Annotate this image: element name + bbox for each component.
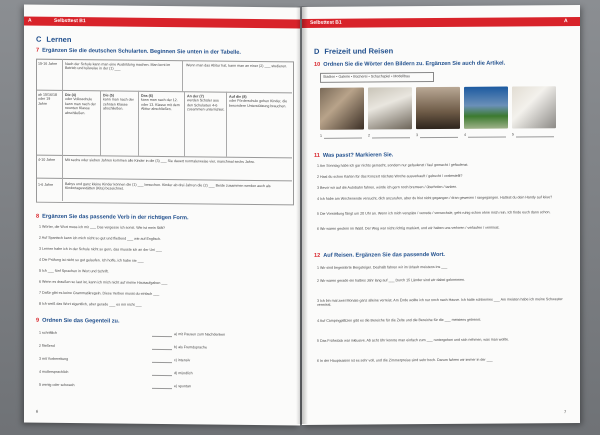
right-page xyxy=(302,5,580,425)
header-title: Selbsttest B1 xyxy=(310,19,342,26)
table-cell-studium: Wenn man das Abitur hat, kann man an einer (2) ___ studieren. xyxy=(186,63,288,69)
photo-label: 3 xyxy=(416,133,418,138)
exercise-8-item: 7 Dafür gibt es keine Grammatikregeln. Diese Verben musst du einfach ___ xyxy=(39,290,160,296)
exercise-9-right-item: a) mit Pausen zum Nachdenken xyxy=(174,332,226,337)
exercise-9-left-item: 3 mit Vorbereitung xyxy=(39,356,69,362)
exercise-8-item: 5 Ich ___ fünf Sprachen in Wort und Schrift. xyxy=(39,268,109,274)
photo-gallery xyxy=(512,86,556,128)
exercise-9-left-item: 4 muttersprachlich xyxy=(39,369,69,375)
table-cell-school: An der (7) werden Schüler aus den Schularten 4-6 zusammen unterrichtet. xyxy=(187,94,225,112)
exercise-11-item: 6 Wir waren gestern im Wald. Der Weg war nicht richtig markiert, und wir haben uns verloren / verlaufen / vermisst. xyxy=(317,225,500,231)
word-box-text: Stadion • Galerie • Bücherei • Schachspiel • Modellbau xyxy=(323,74,410,79)
table-cell-school: Das (6) kann man nach der 12. oder 13. Klasse mit dem Abitur abschließen. xyxy=(141,93,180,112)
table-cell-grundschule: Mit sechs oder sieben Jahren kommen alle Kinder in die (3) ___ Sie dauert normalerweise vier, manchmal sechs Jahre. xyxy=(65,157,255,164)
exercise-11-item: 4 Ich habe am Wochenende versucht, dich anzurufen, aber du bist nicht gegangen / dran gewesen / rangegangen. Hattest du dein Handy auf leise? xyxy=(317,195,553,201)
exercise-8-item: 2 Auf Spanisch kann ich mich nicht so gut und fließend ___ wie auf Englisch. xyxy=(39,235,162,241)
exercise-9-right-item: d) mündlich xyxy=(174,371,193,376)
photo-stadium xyxy=(464,87,508,129)
photo-label: 1 xyxy=(320,133,322,138)
header-title: Selbsttest B1 xyxy=(54,17,86,25)
header-letter: A xyxy=(564,18,568,25)
age-cell: ab 15/16/18 oder 19 Jahre xyxy=(38,92,57,106)
exercise-12-item: 4 Auf Campingplätzen gibt es die Bereiche für die Zelte und die Bereiche für die ___ meistens getrennt. xyxy=(317,317,482,323)
exercise-8-item: 6 Wenn es draußen so laut ist, kann ich mich nicht auf meine Hausaufgaben ___ xyxy=(39,279,168,286)
photo-model-building xyxy=(320,88,364,130)
exercise-12-item: 6 In der Hauptsaison ist es sehr voll, und die Zimmerpreise sind sehr hoch. Darum fahren wir immer in der ___ xyxy=(317,357,493,363)
photo-label: 5 xyxy=(512,132,514,137)
page-number: 6 xyxy=(36,408,39,414)
table-cell-kita: Babys und ganz kleine Kinder können die (1) ___ besuchen. Kinder ab drei Jahren die (2) ___ Beide zusammen werden auch als Kindertagesstätten (Kita) bezeichnet. xyxy=(65,181,271,192)
photo-label: 4 xyxy=(464,132,466,137)
open-workbook xyxy=(24,6,580,424)
exercise-12-title: 12 Auf Reisen. Ergänzen Sie das passende Wort. xyxy=(314,251,445,259)
exercise-9-title: 9 Ordnen Sie das Gegenteil zu. xyxy=(36,317,120,325)
exercise-7-title: 7 Ergänzen Sie die deutschen Schularten. Beginnen Sie unten in der Tabelle. xyxy=(36,47,241,56)
exercise-8-item: 1 Wörter, die Wort muss ich mir ___ Das vergesse ich sonst. Wie ist mein Stift? xyxy=(39,224,165,231)
exercise-11-item: 3 Bevor wir auf die Autobahn fahren, würde ich gern noch bremsen / überholen / tanken. xyxy=(317,184,458,190)
exercise-8-item: 8 Ich weiß das Wort eigentlich, aber gerade ___ es mir nicht ___ xyxy=(39,301,142,307)
age-cell: 4-10 Jahre xyxy=(38,157,56,162)
exercise-9-left-item: 2 fließend xyxy=(39,343,55,348)
photo-label: 2 xyxy=(368,133,370,138)
exercise-9-right-item: c) intensiv xyxy=(174,358,191,363)
table-cell-school: Die (4) oder Volksschule kann man nach der neunten Klasse abschließen. xyxy=(65,92,96,115)
exercise-11-item: 2 Hast du schon Karten für das Konzert nächste Woche ausverkauft / gebucht / vorbestellt? xyxy=(317,173,463,179)
table-cell-ausbildung: Nach der Schule kann man eine Ausbildung machen. Man lernt im Betrieb und teilweise in der (1) ___ xyxy=(65,61,171,71)
photo-chess xyxy=(368,87,412,129)
age-cell: 15-16 Jahre xyxy=(38,61,58,66)
exercise-12-item: 2 Wir waren gerade ein halbes Jahr lang auf ___ Durch 15 Länder sind wir dabei gekommen. xyxy=(317,277,466,283)
header-letter: A xyxy=(28,17,32,24)
left-header-bar xyxy=(24,17,300,29)
left-page xyxy=(24,5,300,426)
exercise-8-item: 4 Die Prüfung ist nicht so gut gelaufen. Ich hoffe, ich habe sie ___ xyxy=(39,257,144,263)
exercise-9-left-item: 5 wenig oder schwach xyxy=(39,382,75,388)
age-cell: 1-6 Jahre xyxy=(38,182,54,187)
table-cell-school: Auf die (8) oder Förderschule gehen Kinder, die besondere Unterstützung brauchen. xyxy=(229,94,288,109)
exercise-9-right-item: b) als Fremdsprache xyxy=(174,345,207,350)
exercise-12-item: 1 Wir sind begeisterte Bergsteiger. Deshalb fahren wir im Urlaub meistens ins ___ xyxy=(317,264,448,270)
exercise-9-right-item: e) spontan xyxy=(174,384,191,389)
right-header-bar xyxy=(302,17,580,28)
exercise-11-item: 1 Am Sonntag habe ich gar nichts gemacht, sondern nur gefaulenzt / faul gemacht / gefaulenzt. xyxy=(317,162,469,168)
exercise-8-item: 3 Lernen habe ich in der Schule nicht so gern, das musste ich an der Uni ___ xyxy=(39,246,162,252)
exercise-12-item: 3 Ich bin mal zwei Monate ganz alleine verreist. Am Ende wollte ich nur noch nach Hause. Ich hatte schlimmes ___ Am meisten habe ich meine Schwester vermisst. xyxy=(317,297,563,308)
section-d-title: D Freizeit und Reisen xyxy=(314,46,394,56)
exercise-11-title: 11 Was passt? Markieren Sie. xyxy=(314,152,394,159)
exercise-10-title: 10 Ordnen Sie die Wörter den Bildern zu. Ergänzen Sie auch die Artikel. xyxy=(314,60,506,68)
section-c-title: C Lernen xyxy=(36,34,72,45)
exercise-11-item: 5 Die Vorstellung fängt um 20 Uhr an. Wenn ich mich verspäte / verrede / verwechsle, geht ruhig schon ohne mich rein. Ich finde euch dann schon. xyxy=(317,210,551,216)
exercise-9-left-item: 1 schriftlich xyxy=(39,330,57,335)
book-spine xyxy=(296,6,308,424)
table-cell-school: Die (5) kann man nach der zehnten Klasse abschließen. xyxy=(103,93,134,111)
exercise-12-item: 5 Das Frühstück war inklusive. Ab acht Uhr konnte man einfach zum ___ runtergehen und sich nehmen, was man wollte. xyxy=(317,337,509,343)
page-number: 7 xyxy=(564,409,567,415)
photo-library xyxy=(416,87,460,129)
exercise-8-title: 8 Ergänzen Sie das passende Verb in der richtigen Form. xyxy=(36,213,189,222)
